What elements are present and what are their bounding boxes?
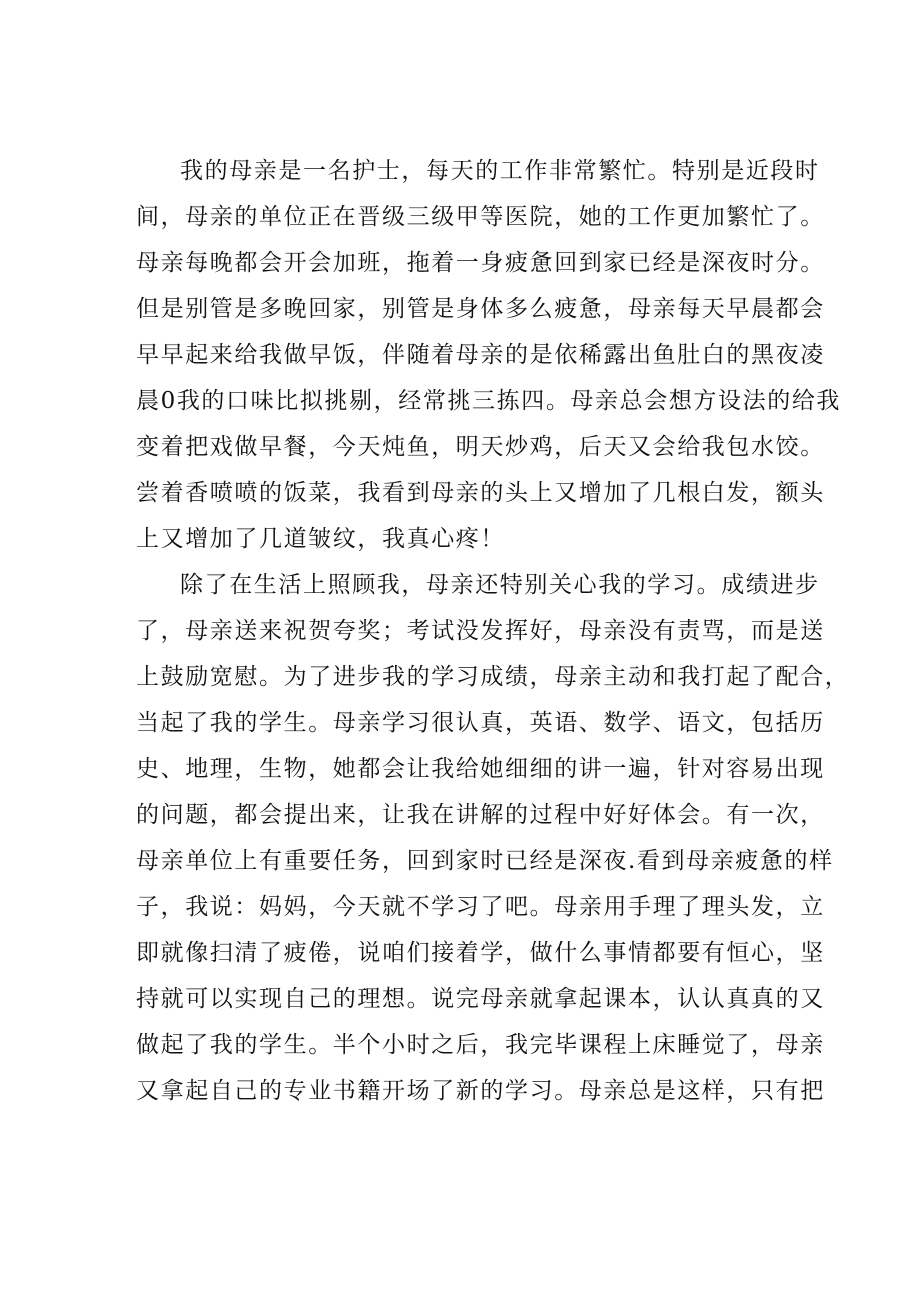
text-line: 变着把戏做早餐，今天炖鱼，明天炒鸡，后天又会给我包水饺。 [136, 434, 825, 460]
paragraph-2 [136, 562, 850, 1114]
text-line: 子，我说：妈妈，今天就不学习了吧。母亲用手理了理头发，立 [136, 894, 825, 920]
text-line: 尝着香喷喷的饭菜，我看到母亲的头上又增加了几根白发，额头 [136, 480, 825, 506]
text-line: 上又增加了几道皱纹，我真心疼！ [136, 526, 505, 552]
text-line: 的问题，都会提出来，让我在讲解的过程中好好体会。有一次， [136, 802, 825, 828]
text-line: 但是别管是多晚回家，别管是身体多么疲惫，母亲每天早晨都会 [136, 296, 825, 322]
text-line: 间，母亲的单位正在晋级三级甲等医院，她的工作更加繁忙了。 [136, 204, 825, 230]
text-line: 即就像扫清了疲倦，说咱们接着学，做什么事情都要有恒心，坚 [136, 940, 825, 966]
text-line: 除了在生活上照顾我，母亲还特别关心我的学习。成绩进步 [180, 572, 820, 598]
text-line: 早早起来给我做早饭，伴随着母亲的是依稀露出鱼肚白的黑夜凌 [136, 342, 825, 368]
text-line: 当起了我的学生。母亲学习很认真，英语、数学、语文，包括历 [136, 710, 825, 736]
text-line: 了，母亲送来祝贺夸奖；考试没发挥好，母亲没有责骂，而是送 [136, 618, 825, 644]
text-line: 史、地理，生物，她都会让我给她细细的讲一遍，针对容易出现 [136, 756, 825, 782]
text-line: 晨0我的口味比拟挑剔，经常挑三拣四。母亲总会想方设法的给我 [136, 388, 842, 414]
text-line: 母亲单位上有重要任务，回到家时已经是深夜.看到母亲疲惫的样 [136, 848, 834, 874]
text-line: 持就可以实现自己的理想。说完母亲就拿起课本，认认真真的又 [136, 986, 825, 1012]
text-line: 上鼓励宽慰。为了进步我的学习成绩，母亲主动和我打起了配合， [136, 664, 850, 690]
text-line: 做起了我的学生。半个小时之后，我完毕课程上床睡觉了，母亲 [136, 1032, 825, 1058]
text-line: 我的母亲是一名护士，每天的工作非常繁忙。特别是近段时 [180, 158, 820, 184]
paragraph-1 [136, 148, 842, 562]
text-line: 母亲每晚都会开会加班，拖着一身疲惫回到家已经是深夜时分。 [136, 250, 825, 276]
text-line: 又拿起自己的专业书籍开场了新的学习。母亲总是这样，只有把 [136, 1078, 825, 1104]
document-body [136, 148, 850, 1114]
